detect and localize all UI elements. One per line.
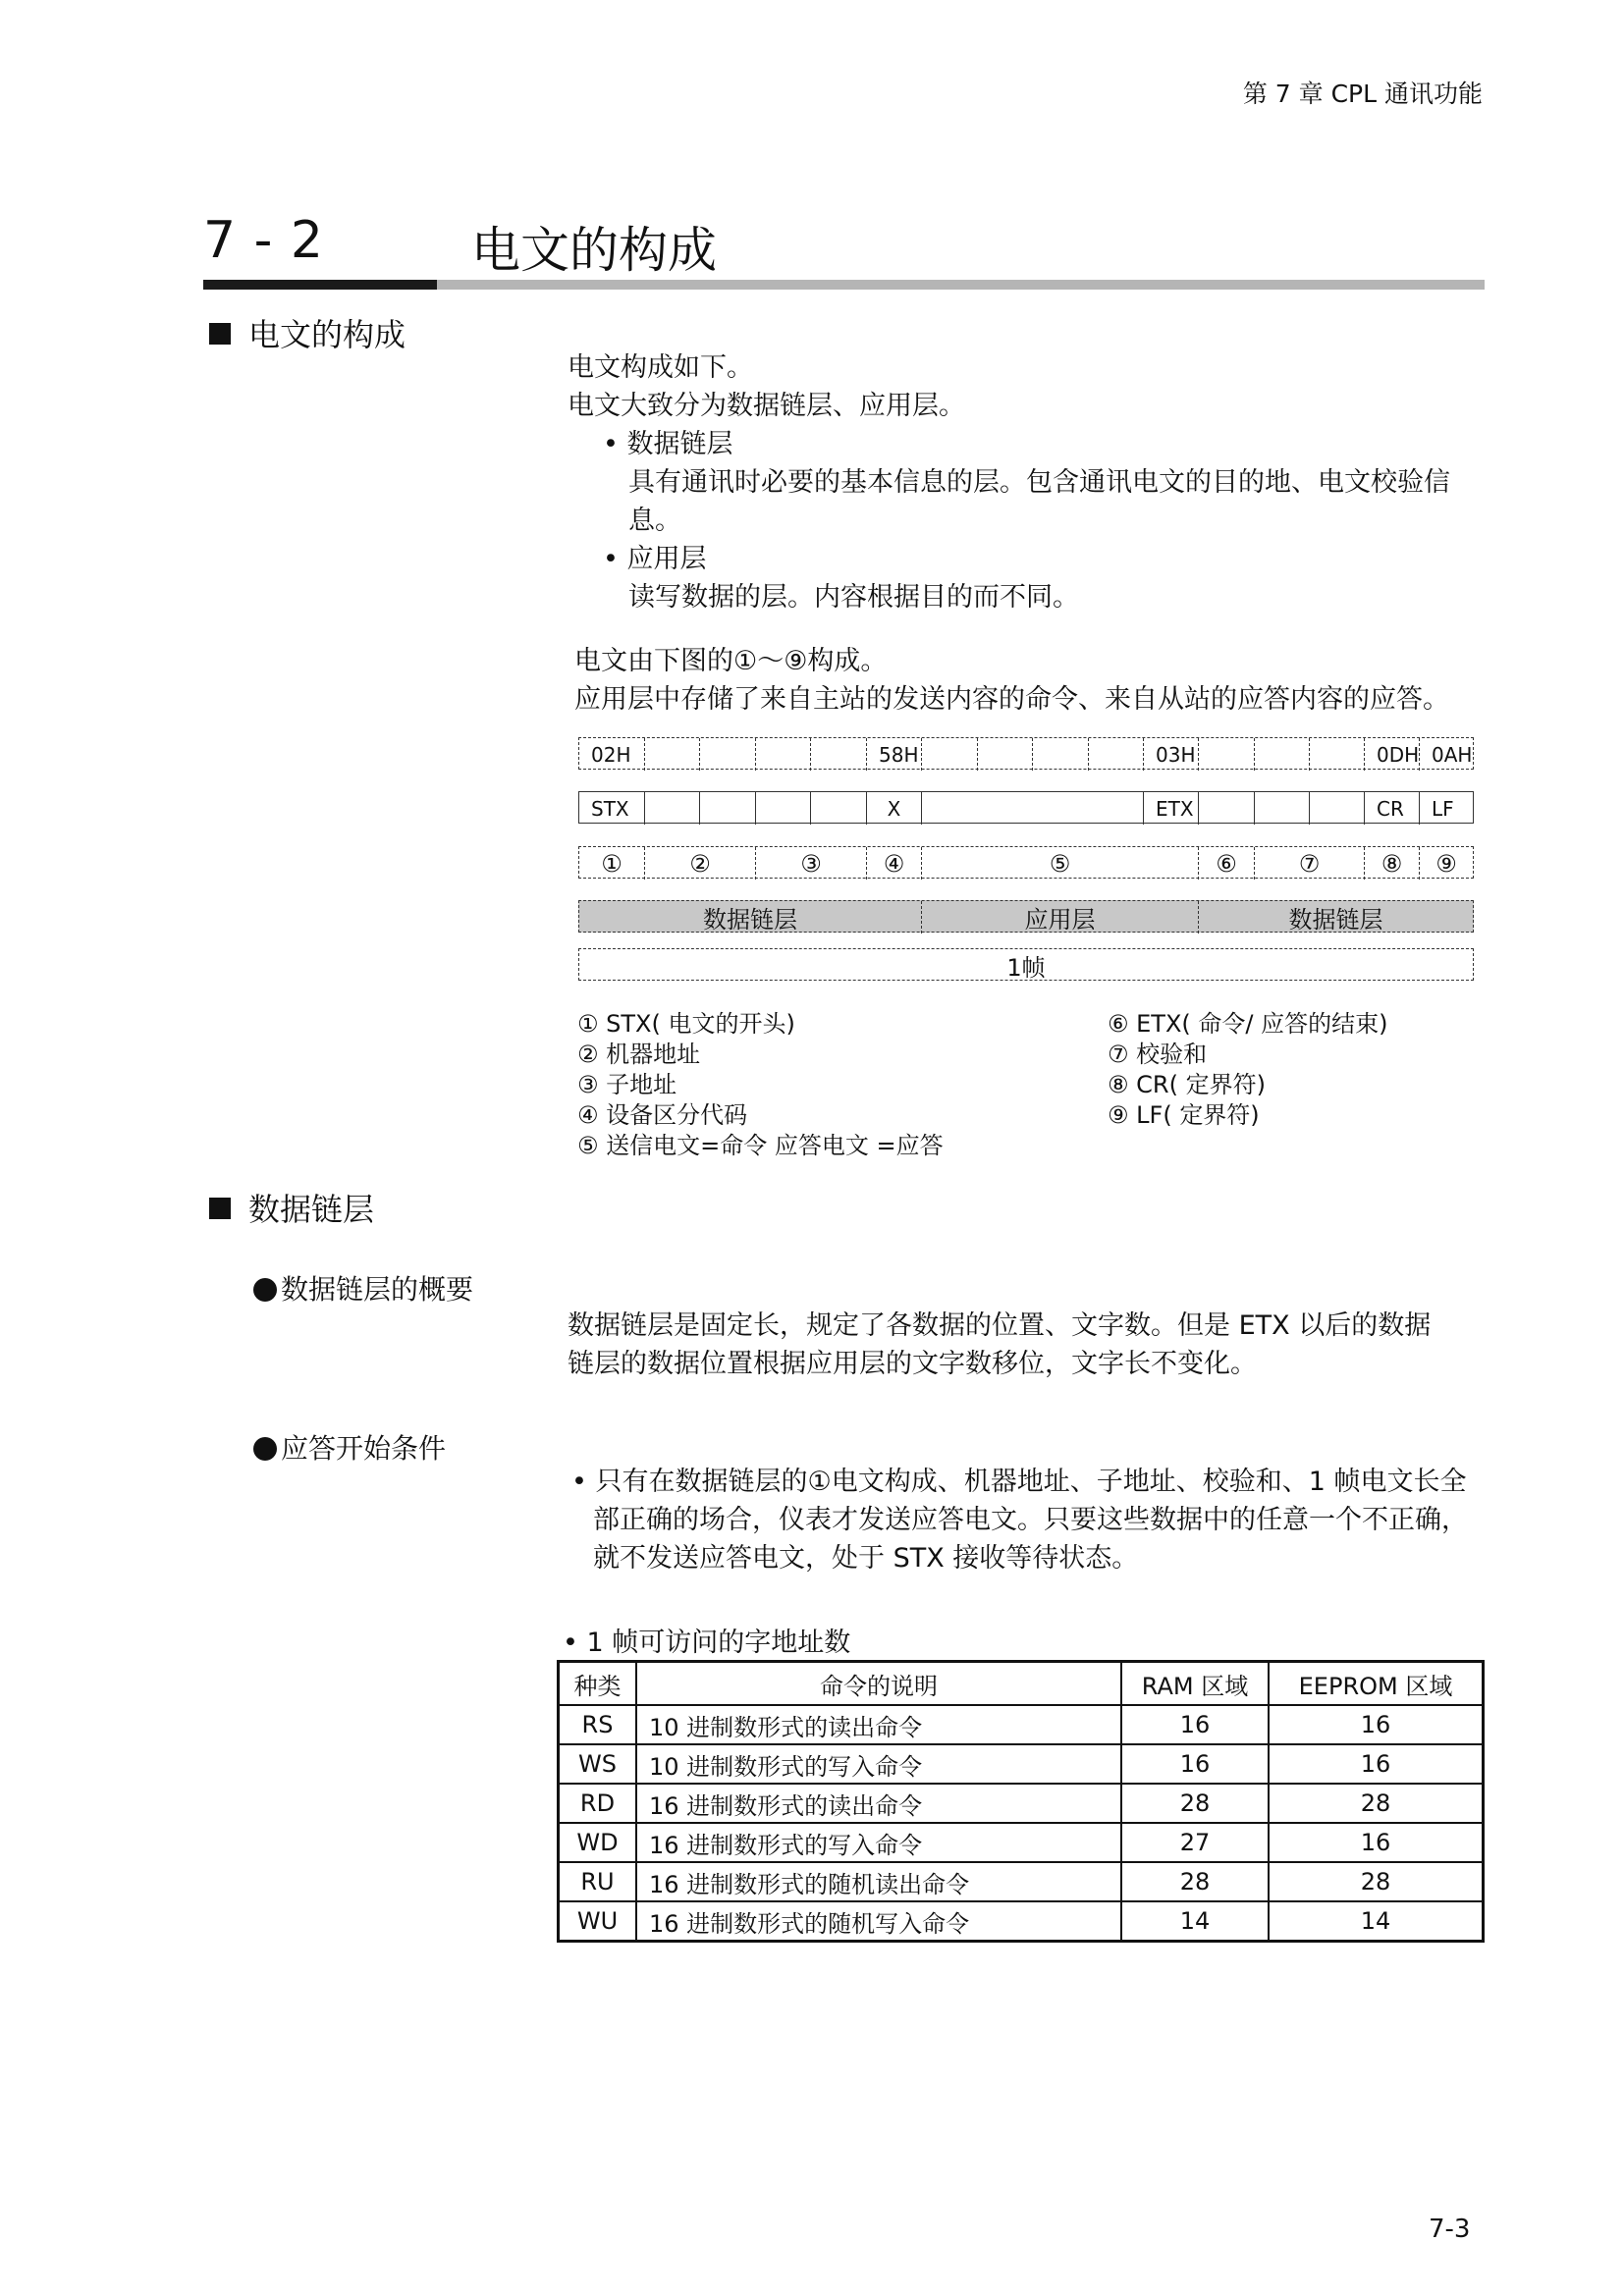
circle-bullet-icon [253,1278,277,1302]
field-7: ⑦ [1255,847,1365,880]
hex-etx: 03H [1144,738,1199,771]
ascii-x: X [867,792,922,825]
section-title: 电文的构成 [471,222,717,279]
field-1: ① [579,847,645,880]
frame-layer-row [578,900,1474,933]
field-5: ⑤ [922,847,1199,880]
field-2: ② [645,847,756,880]
field-9: ⑨ [1435,849,1457,878]
title-rule-gray [437,280,1485,290]
overview-text: 数据链层是固定长，规定了各数据的位置、文字数。但是 ETX 以后的数据 链层的数据位置根据应用层的文字数移位，文字长不变化。 [568,1310,1432,1379]
field-3: ③ [756,847,867,880]
subheading-overview: 数据链层的概要 [253,1268,473,1308]
circle-bullet-icon [253,1437,277,1461]
table-row: WD 16 进制数形式的写入命令 27 16 [559,1823,1484,1862]
subheading-response-condition: 应答开始条件 [253,1427,446,1467]
field-4: ④ [867,847,922,880]
section-number: 7 - 2 [203,211,324,270]
layer-datalink-right: 数据链层 [1288,906,1383,934]
hex-x: 58H [867,738,922,771]
table-row: RU 16 进制数形式的随机读出命令 28 28 [559,1862,1484,1901]
legend-right: ⑥ ETX( 命令/ 应答的结束) ⑦ 校验和 ⑧ CR( 定界符) ⑨ LF( 定界符) [1108,1010,1388,1129]
field-6: ⑥ [1199,847,1255,880]
table-row: WS 10 进制数形式的写入命令 16 16 [559,1744,1484,1784]
ascii-stx: STX [579,792,645,825]
table-caption: • 1 帧可访问的字地址数 [563,1628,851,1658]
table-header-row: 种类 命令的说明 RAM 区域 EEPROM 区域 [559,1662,1484,1706]
title-rule-dark [203,280,437,290]
page-number: 7-3 [1429,2215,1471,2244]
frame-ascii-row [578,791,1474,824]
table-row: WU 16 进制数形式的随机写入命令 14 14 [559,1901,1484,1942]
layer-datalink-left: 数据链层 [579,901,922,934]
table-row: RS 10 进制数形式的读出命令 16 16 [559,1705,1484,1744]
intro-text: 电文构成如下。 电文大致分为数据链层、应用层。 • 数据链层 具有通讯时必要的基本信息的层。包含通讯电文的目的地、电文校验信 息。 • 应用层 读写数据的层。内容根据目的而不同。 [568,352,1450,613]
frame-number-row [578,846,1474,879]
ascii-etx: ETX [1144,792,1199,825]
frame-hex-row [578,737,1474,770]
frame-total-row [578,948,1474,981]
chapter-header: 第 7 章 CPL 通讯功能 [1242,80,1483,108]
response-condition-text: • 只有在数据链层的①电文构成、机器地址、子地址、校验和、1 帧电文长全 部正确的场合，仪表才发送应答电文。只要这些数据中的任意一个不正确， 就不发送应答电文，处于 STX 接收等待状态。 [571,1467,1468,1574]
hex-lf: 0AH [1432,742,1473,767]
heading-message-structure: 电文的构成 [209,310,406,355]
legend-left: ① STX( 电文的开头) ② 机器地址 ③ 子地址 ④ 设备区分代码 ⑤ 送信电文=命令 应答电文 =应答 [577,1010,944,1159]
hex-cr: 0DH [1365,738,1420,771]
table-row: RD 16 进制数形式的读出命令 28 28 [559,1784,1484,1823]
ascii-cr: CR [1365,792,1420,825]
square-bullet-icon [209,323,231,345]
layer-application: 应用层 [922,901,1199,934]
word-address-table [557,1660,1485,1943]
frame-label: 1帧 [1006,954,1046,982]
square-bullet-icon [209,1198,231,1219]
field-8: ⑧ [1365,847,1420,880]
ascii-lf: LF [1432,796,1454,821]
hex-stx: 02H [579,738,645,771]
heading-data-link-layer: 数据链层 [209,1185,374,1230]
frame-intro-text: 电文由下图的①～⑨构成。 应用层中存储了来自主站的发送内容的命令、来自从站的应答内容的应答。 [574,646,1449,715]
